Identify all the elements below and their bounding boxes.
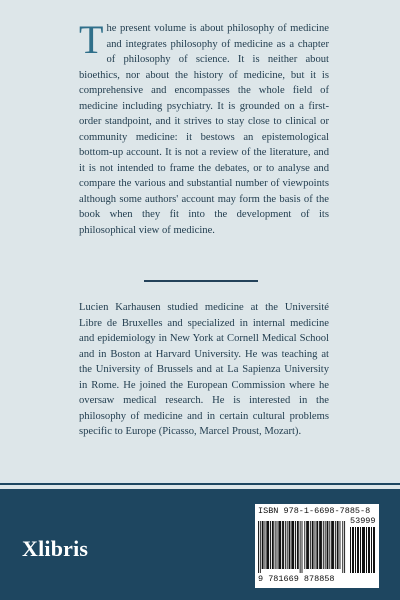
section-divider <box>144 280 258 282</box>
addon-code: 53999 <box>350 516 376 526</box>
barcode <box>255 504 379 588</box>
book-description <box>79 17 329 238</box>
ean-digits: 9 781669 878858 <box>258 574 335 584</box>
author-bio-text: Lucien Karhausen studied medicine at the Université Libre de Bruxelles and specialized in internal medicine and epidemiology in New York at Cornell Medical School and in Boston at Harvard University. He was teaching at the University of Brussels and at La Sapienza University in Rome. He joined the European Commission where he oversaw medical research. He is interested in the philosophy of medicine and in certain cultural problems specific to Europe (Picasso, Marcel Proust, Mozart). <box>79 302 329 437</box>
ean-barcode-icon <box>258 521 346 573</box>
book-description-text: he present volume is about philosophy of medicine and integrates philosophy of medicine as a chapter of philosophy of science. It is neither about bioethics, nor about the history of medicine, but it is comprehensive and encompasses the whole field of medicine including psychiatry. It is grounded on a first-order standpoint, and it strives to stay close to clinical or community medicine: it bestows an epistemological bottom-up account. It is not a review of the literature, and it is not intended to frame the debates, or to analyse and compare the various and substantial number of viewpoints although some authors' account may form the basis of the book when they fit into the development of its philosophical view of medicine. <box>79 23 329 236</box>
addon-barcode <box>350 516 376 573</box>
author-bio <box>79 300 329 440</box>
addon-barcode-icon <box>350 527 376 573</box>
isbn-label: ISBN 978-1-6698-7885-8 <box>258 506 371 516</box>
publisher-logo: Xlibris <box>22 536 89 561</box>
drop-cap: T <box>79 17 104 62</box>
footer-rule <box>0 483 400 485</box>
